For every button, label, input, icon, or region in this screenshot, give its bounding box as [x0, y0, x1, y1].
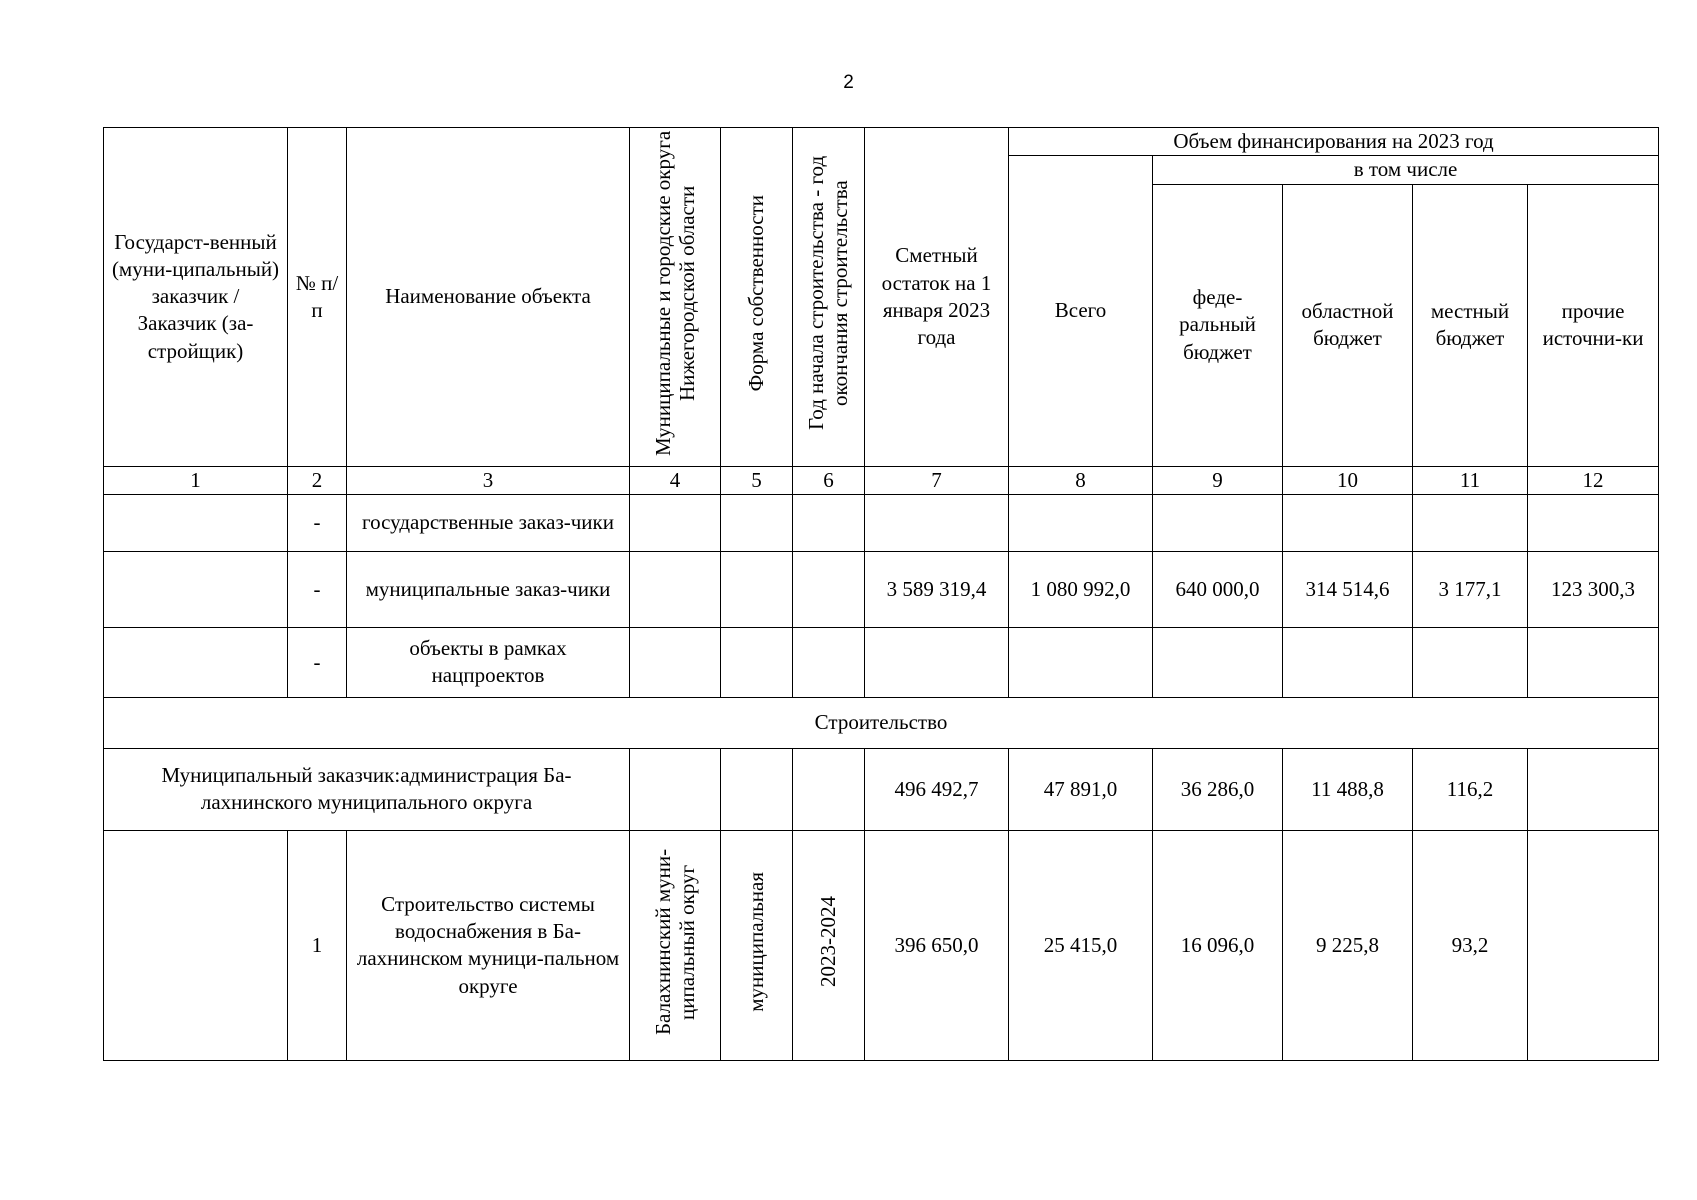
- table-cell: [1283, 494, 1413, 551]
- table-cell: [1153, 627, 1283, 697]
- column-number: 4: [630, 466, 721, 494]
- customer-name: Муниципальный заказчик:администрация Ба-лахнинского муниципального округа: [104, 748, 630, 830]
- header-regional: областной бюджет: [1283, 184, 1413, 466]
- regional-value: 9 225,8: [1283, 830, 1413, 1060]
- header-object-name: Наименование объекта: [347, 128, 630, 467]
- header-district-cell: [630, 128, 721, 467]
- financing-table: [103, 127, 1659, 1061]
- balance-value: 496 492,7: [865, 748, 1009, 830]
- table-cell: [104, 627, 288, 697]
- header-row: [104, 128, 1659, 156]
- object-years-cell: [793, 830, 865, 1060]
- row-dash: -: [288, 494, 347, 551]
- local-value: 3 177,1: [1413, 551, 1528, 627]
- column-numbers-row: [104, 466, 1659, 494]
- table-cell: [793, 494, 865, 551]
- table-cell: [630, 494, 721, 551]
- section-row: [104, 697, 1659, 748]
- regional-value: 314 514,6: [1283, 551, 1413, 627]
- header-ownership-cell: [721, 128, 793, 467]
- column-number: 12: [1528, 466, 1659, 494]
- row-number: 1: [288, 830, 347, 1060]
- federal-value: 36 286,0: [1153, 748, 1283, 830]
- table-row-state-customers: [104, 494, 1659, 551]
- table-cell: [104, 830, 288, 1060]
- table-cell: [721, 551, 793, 627]
- table-row-object-1: [104, 830, 1659, 1060]
- table-cell: [630, 748, 721, 830]
- header-total: Всего: [1009, 156, 1153, 466]
- local-value: 116,2: [1413, 748, 1528, 830]
- table-cell: [1413, 494, 1528, 551]
- table-cell: [1009, 627, 1153, 697]
- header-local: местный бюджет: [1413, 184, 1528, 466]
- table-cell: [865, 494, 1009, 551]
- section-title: Строительство: [104, 697, 1659, 748]
- object-name: Строительство системы водоснабжения в Ба-лахнинском муници-пальном округе: [347, 830, 630, 1060]
- object-district: Балахнинский муни-ципальный округ: [650, 848, 699, 1035]
- total-value: 25 415,0: [1009, 830, 1153, 1060]
- table-row-natprojects: [104, 627, 1659, 697]
- column-number: 9: [1153, 466, 1283, 494]
- table-cell: [721, 627, 793, 697]
- table-cell: [793, 551, 865, 627]
- column-number: 6: [793, 466, 865, 494]
- header-district: Муниципальные и городские округа Нижегородской области: [650, 130, 699, 456]
- row-dash: -: [288, 627, 347, 697]
- table-cell: [1413, 627, 1528, 697]
- federal-value: 16 096,0: [1153, 830, 1283, 1060]
- object-ownership: муниципальная: [744, 871, 769, 1012]
- object-ownership-cell: [721, 830, 793, 1060]
- other-value: [1528, 748, 1659, 830]
- table-cell: [104, 551, 288, 627]
- column-number: 3: [347, 466, 630, 494]
- table-cell: [630, 551, 721, 627]
- header-funding-volume: Объем финансирования на 2023 год: [1009, 128, 1659, 156]
- page-number: 2: [843, 72, 854, 93]
- column-number: 7: [865, 466, 1009, 494]
- header-other: прочие источни-ки: [1528, 184, 1659, 466]
- header-including: в том числе: [1153, 156, 1659, 184]
- table-row-municipal-customers: [104, 551, 1659, 627]
- column-number: 2: [288, 466, 347, 494]
- header-customer: Государст-венный (муни-ципальный) заказчик / Заказчик (за-стройщик): [104, 128, 288, 467]
- total-value: 47 891,0: [1009, 748, 1153, 830]
- column-number: 8: [1009, 466, 1153, 494]
- table-cell: [865, 627, 1009, 697]
- row-name: муниципальные заказ-чики: [347, 551, 630, 627]
- header-years-cell: [793, 128, 865, 467]
- column-number: 1: [104, 466, 288, 494]
- column-number: 11: [1413, 466, 1528, 494]
- table-cell: [793, 627, 865, 697]
- row-name: государственные заказ-чики: [347, 494, 630, 551]
- federal-value: 640 000,0: [1153, 551, 1283, 627]
- row-name: объекты в рамках нацпроектов: [347, 627, 630, 697]
- table-cell: [630, 627, 721, 697]
- balance-value: 3 589 319,4: [865, 551, 1009, 627]
- table-cell: [104, 494, 288, 551]
- row-dash: -: [288, 551, 347, 627]
- column-number: 5: [721, 466, 793, 494]
- table-cell: [1009, 494, 1153, 551]
- header-ownership: Форма собственности: [744, 194, 769, 392]
- table-cell: [793, 748, 865, 830]
- table-cell: [721, 748, 793, 830]
- other-value: 123 300,3: [1528, 551, 1659, 627]
- header-years: Год начала строительства - год окончания строительства: [804, 156, 853, 431]
- object-district-cell: [630, 830, 721, 1060]
- balance-value: 396 650,0: [865, 830, 1009, 1060]
- regional-value: 11 488,8: [1283, 748, 1413, 830]
- header-number: № п/п: [288, 128, 347, 467]
- table-row-balakhna-customer: [104, 748, 1659, 830]
- local-value: 93,2: [1413, 830, 1528, 1060]
- table-cell: [1528, 494, 1659, 551]
- other-value: [1528, 830, 1659, 1060]
- table-cell: [1283, 627, 1413, 697]
- header-federal: феде-ральный бюджет: [1153, 184, 1283, 466]
- column-number: 10: [1283, 466, 1413, 494]
- table-cell: [721, 494, 793, 551]
- total-value: 1 080 992,0: [1009, 551, 1153, 627]
- object-years: 2023-2024: [816, 896, 841, 988]
- table-cell: [1528, 627, 1659, 697]
- table-cell: [1153, 494, 1283, 551]
- header-balance: Сметный остаток на 1 января 2023 года: [865, 128, 1009, 467]
